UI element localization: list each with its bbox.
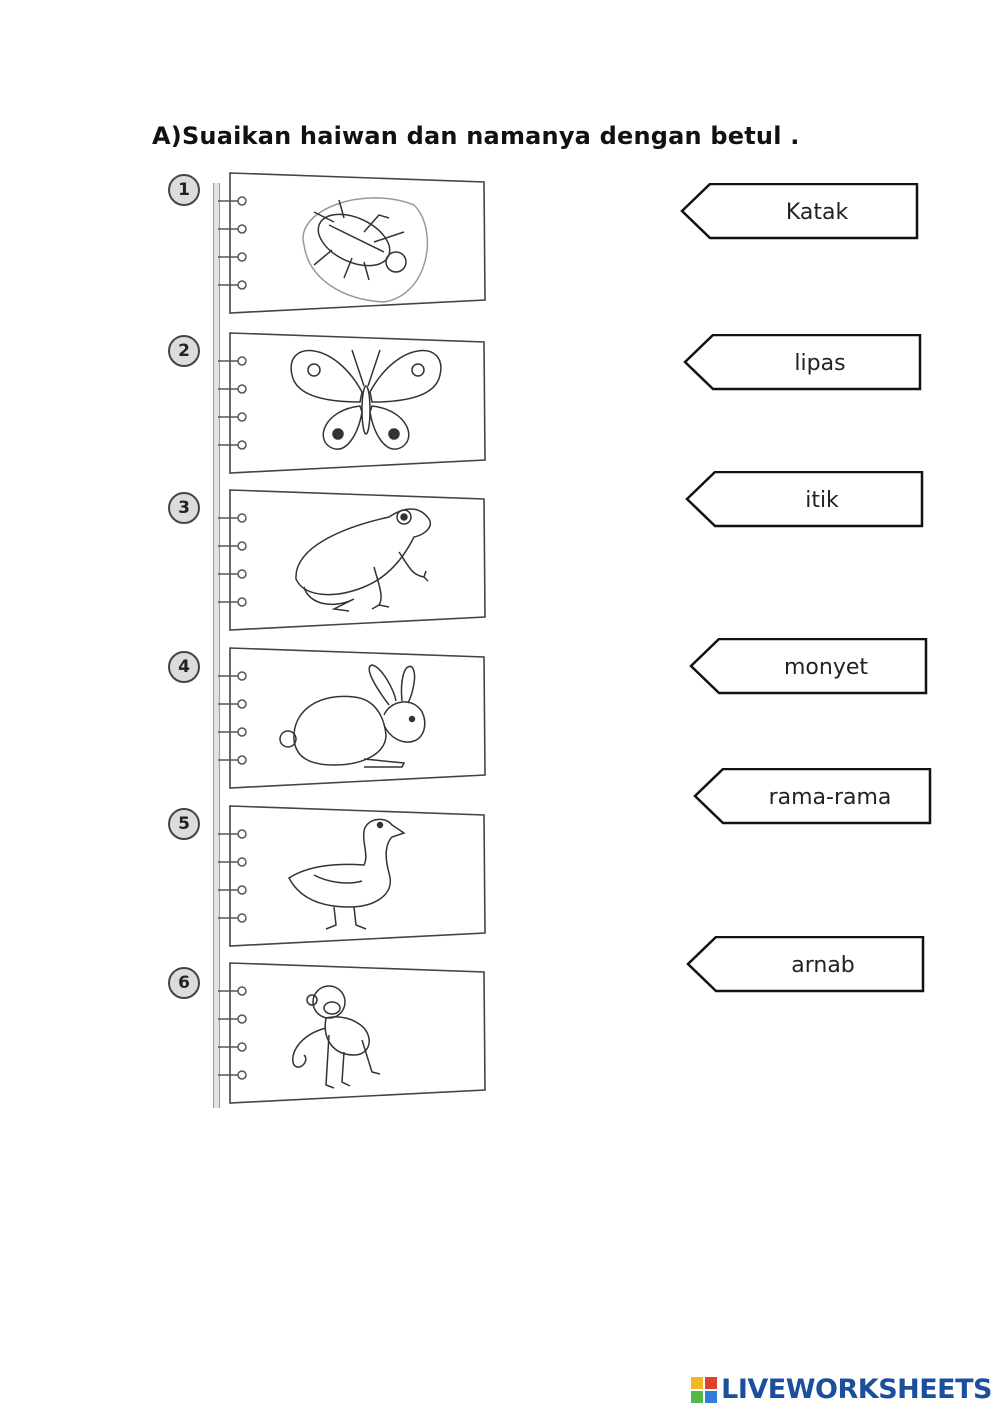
name-tag-label: rama-rama — [768, 784, 892, 810]
name-tag-4[interactable] — [689, 638, 929, 696]
name-tag-label: Katak — [785, 199, 849, 225]
number-badge-3: 3 — [168, 492, 200, 524]
name-tag-5[interactable] — [693, 768, 933, 826]
number-badge-6: 6 — [168, 967, 200, 999]
worksheet-title: A)Suaikan haiwan dan namanya dengan betul . — [152, 122, 800, 150]
name-tag-6[interactable] — [686, 936, 926, 994]
animal-card-6 — [214, 960, 490, 1108]
name-tag-3[interactable] — [685, 471, 925, 529]
animal-card-2 — [214, 330, 490, 478]
name-tag-label: lipas — [794, 350, 846, 376]
name-tag-1[interactable] — [680, 183, 920, 241]
logo-mark-icon — [691, 1377, 717, 1403]
animal-card-5 — [214, 803, 490, 951]
brand-name: LIVEWORKSHEETS — [721, 1374, 992, 1405]
name-tag-label: itik — [805, 487, 839, 513]
number-badge-4: 4 — [168, 651, 200, 683]
animal-card-3 — [214, 487, 490, 635]
animal-card-1 — [214, 170, 490, 318]
name-tag-label: arnab — [791, 952, 855, 978]
name-tag-label: monyet — [783, 654, 868, 680]
number-badge-2: 2 — [168, 335, 200, 367]
number-badge-1: 1 — [168, 174, 200, 206]
animal-card-4 — [214, 645, 490, 793]
liveworksheets-logo — [691, 1374, 992, 1405]
number-badge-5: 5 — [168, 808, 200, 840]
name-tag-2[interactable] — [683, 334, 923, 392]
